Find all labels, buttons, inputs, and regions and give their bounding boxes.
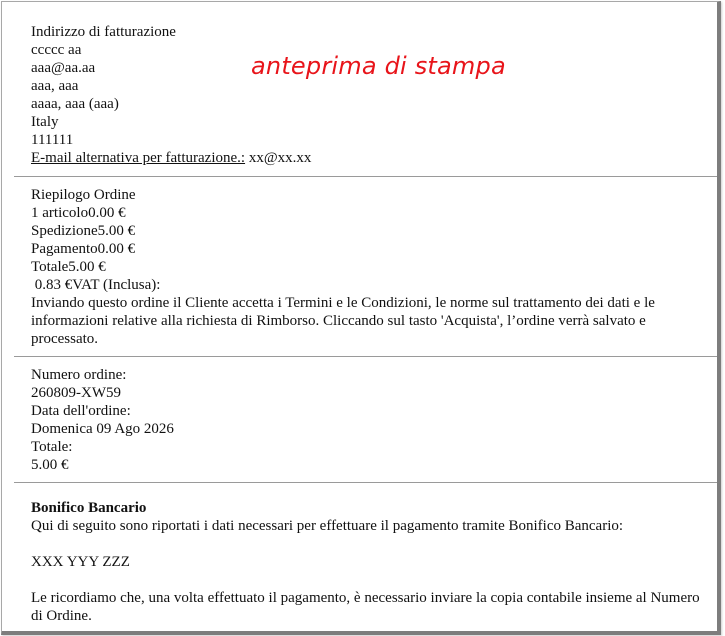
billing-title: Indirizzo di fatturazione (31, 24, 176, 40)
bank-title: Bonifico Bancario (31, 500, 147, 516)
billing-postcode: 111111 (31, 132, 74, 148)
section-divider (14, 482, 721, 483)
summary-vat-row: 0.83 €VAT (Inclusa): (31, 277, 161, 293)
bank-details: XXX YYY ZZZ (31, 554, 130, 570)
order-total-value: 5.00 € (31, 457, 69, 473)
order-summary-section (31, 186, 711, 348)
summary-total-row (31, 258, 711, 276)
order-date-value: Domenica 09 Ago 2026 (31, 421, 174, 437)
billing-name: ccccc aa (31, 42, 82, 58)
summary-total-value: 5.00 € (68, 259, 106, 275)
alt-email-row (31, 149, 711, 167)
section-divider (14, 176, 721, 177)
billing-address-line: aaa, aaa (31, 78, 79, 94)
bank-intro: Qui di seguito sono riportati i dati necessari per effettuare il pagamento tramite Bonifico Bancario: (31, 518, 624, 534)
bank-transfer-section (31, 499, 711, 625)
order-number-label: Numero ordine: (31, 367, 127, 383)
spacer (31, 535, 711, 553)
order-date-label: Data dell'ordine: (31, 403, 131, 419)
summary-shipping-row (31, 222, 711, 240)
summary-payment-row (31, 240, 711, 258)
summary-payment-label: Pagamento (31, 241, 98, 257)
summary-items-label: 1 articolo (31, 205, 89, 221)
billing-city-line: aaaa, aaa (aaa) (31, 96, 119, 112)
alt-email-value: xx@xx.xx (248, 150, 312, 166)
section-divider (14, 356, 721, 357)
order-info-section (31, 366, 711, 474)
summary-items-row (31, 204, 711, 222)
summary-title: Riepilogo Ordine (31, 187, 136, 203)
summary-items-value: 0.00 € (88, 205, 126, 221)
order-number-value: 260809-XW59 (31, 385, 121, 401)
spacer (31, 571, 711, 589)
billing-address-section (31, 23, 711, 167)
bank-reminder: Le ricordiamo che, una volta effettuato il pagamento, è necessario inviare la copia contabile insieme al Numero di Ordine. (31, 590, 700, 624)
summary-shipping-value: 5.00 € (97, 223, 136, 239)
billing-country: Italy (31, 114, 59, 130)
summary-total-label: Totale (31, 259, 69, 275)
print-preview-page (1, 1, 721, 635)
billing-email: aaa@aa.aa (31, 60, 96, 76)
summary-shipping-label: Spedizione (31, 223, 98, 239)
summary-payment-value: 0.00 € (97, 241, 136, 257)
terms-text: Inviando questo ordine il Cliente accetta i Termini e le Condizioni, le norme sul trattamento dei dati e le informazioni relative alla richiesta di Rimborso. Cliccando sul tasto 'Acquista', l’ordine verrà salvato e processato. (31, 295, 655, 347)
order-total-label: Totale: (31, 439, 73, 455)
alt-email-label: E-mail alternativa per fatturazione.: (31, 150, 246, 166)
print-preview-watermark: anteprima di stampa (251, 52, 506, 80)
